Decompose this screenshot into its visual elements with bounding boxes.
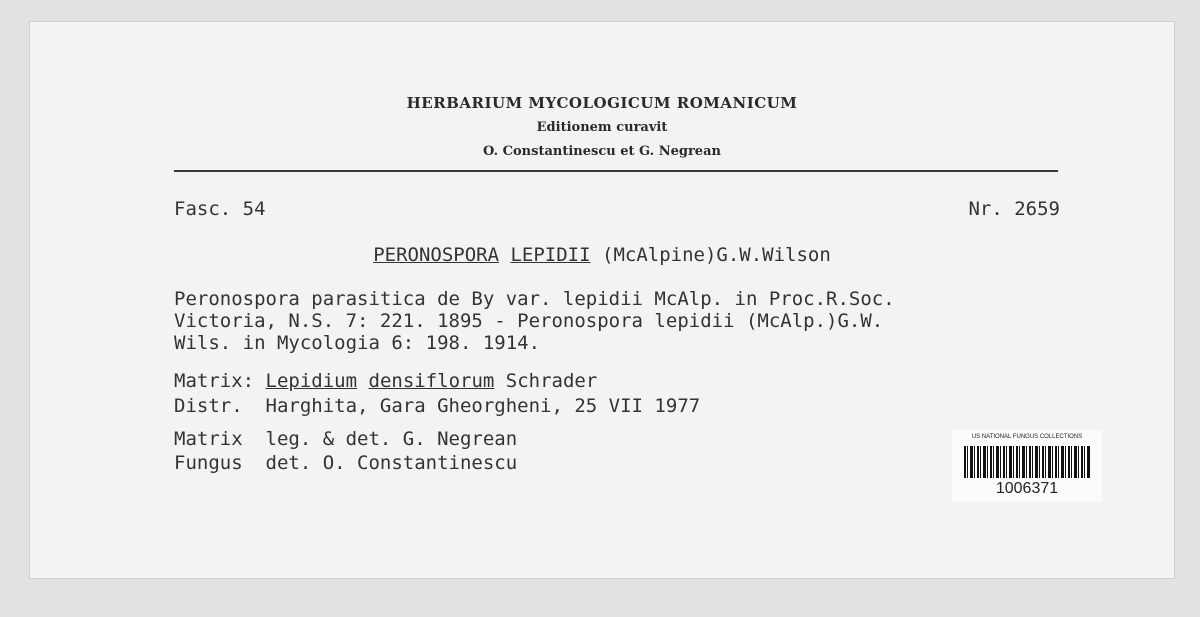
specimen-number: Nr. 2659 xyxy=(968,198,1060,220)
synonymy-line: Wils. in Mycologia 6: 198. 1914. xyxy=(174,332,541,354)
barcode-collection: US NATIONAL FUNGUS COLLECTIONS xyxy=(971,434,1083,440)
barcode-label xyxy=(952,430,1102,502)
species-name xyxy=(30,244,1174,266)
species-genus: PERONOSPORA xyxy=(373,244,500,266)
species-authority: (McAlpine)G.W.Wilson xyxy=(602,244,831,266)
matrix-genus: Lepidium xyxy=(265,370,358,392)
barcode-icon xyxy=(964,446,1090,478)
editors-line: O. Constantinescu et G. Negrean xyxy=(483,144,721,159)
collector-line: Matrix leg. & det. G. Negrean xyxy=(174,428,518,450)
herbarium-label xyxy=(30,22,1174,578)
matrix-epithet: densiflorum xyxy=(368,370,495,392)
synonymy-line: Victoria, N.S. 7: 221. 1895 - Peronospora lepidii (McAlp.)G.W. xyxy=(174,310,884,332)
determiner-line: Fungus det. O. Constantinescu xyxy=(174,452,518,474)
synonymy-block xyxy=(174,288,895,354)
fascicle-number: Fasc. 54 xyxy=(174,198,266,220)
herbarium-title: HERBARIUM MYCOLOGICUM ROMANICUM xyxy=(406,94,798,112)
header-divider xyxy=(174,170,1058,172)
matrix-label: Matrix: xyxy=(174,370,255,392)
matrix-line xyxy=(174,370,597,392)
edition-line: Editionem curavit xyxy=(536,120,668,135)
matrix-author: Schrader xyxy=(505,370,598,392)
synonymy-line: Peronospora parasitica de By var. lepidii McAlp. in Proc.R.Soc. xyxy=(174,288,895,310)
barcode-number: 1006371 xyxy=(995,480,1059,497)
distribution-line: Distr. Harghita, Gara Gheorgheni, 25 VII 1977 xyxy=(174,395,701,417)
species-epithet: LEPIDII xyxy=(510,244,591,266)
